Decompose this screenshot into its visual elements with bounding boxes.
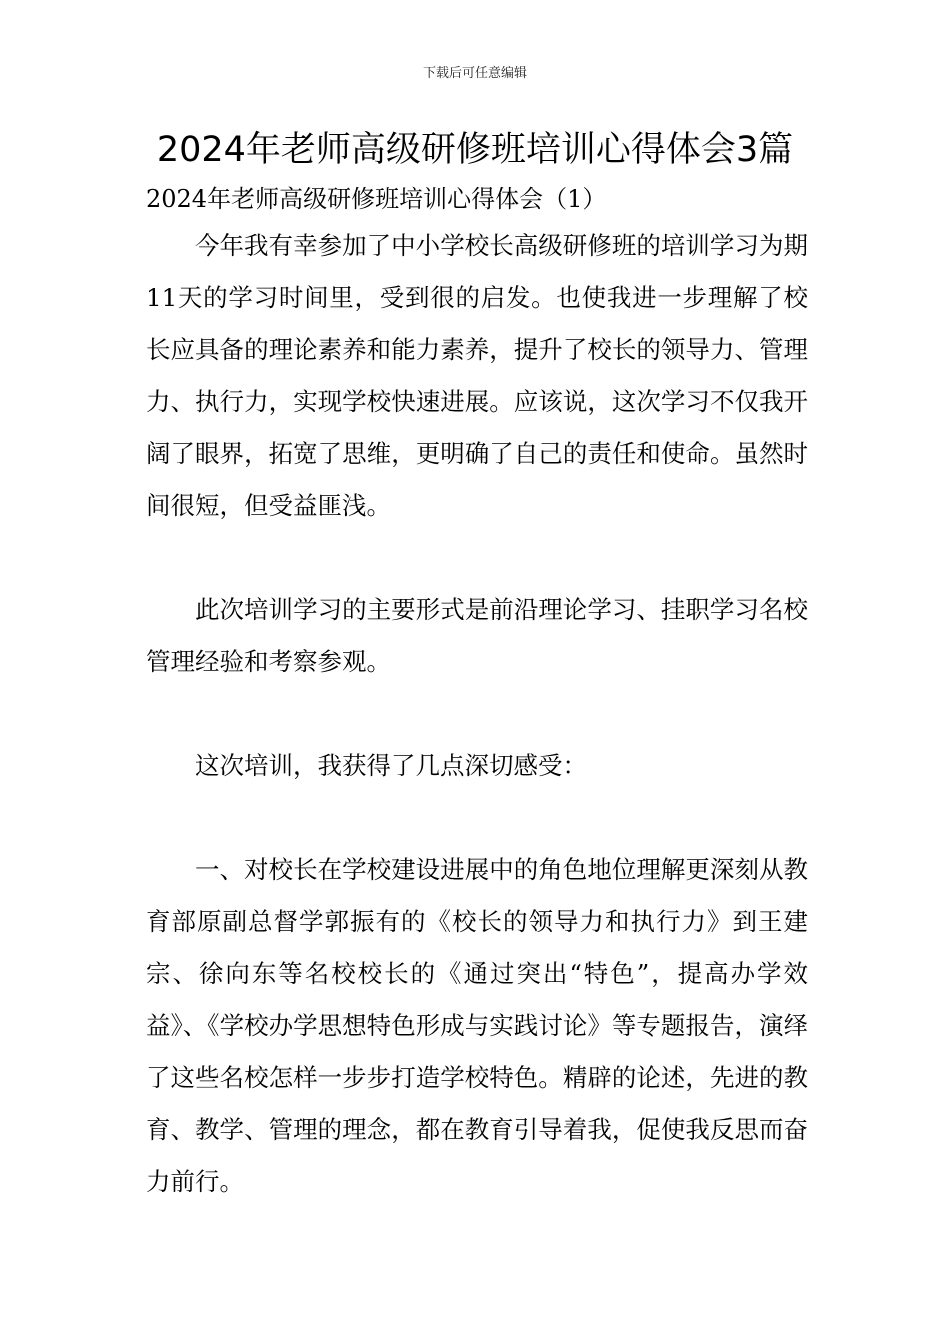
paragraph-training-form: 此次培训学习的主要形式是前沿理论学习、挂职学习名校管理经验和考察参观。 — [146, 595, 808, 676]
paragraph-gap — [146, 792, 808, 844]
document-title: 2024年老师高级研修班培训心得体会3篇 — [156, 130, 794, 170]
paragraph-feelings: 这次培训，我获得了几点深切感受： — [195, 751, 587, 780]
header-note: 下载后可任意编辑 — [422, 66, 527, 81]
document-body — [146, 178, 808, 1208]
paragraph-intro: 今年我有幸参加了中小学校长高级研修班的培训学习为期11天的学习时间里，受到很的启发。也使我进一步理解了校长应具备的理论素养和能力素养，提升了校长的领导力、管理力、执行力，实现学校快速进展。应该说，这次学习不仅我开阔了眼界，拓宽了思维，更明确了自己的责任和使命。虽然时间很短，但受益匪浅。 — [146, 231, 808, 520]
paragraph-point-one: 一、对校长在学校建设进展中的角色地位理解更深刻从教育部原副总督学郭振有的《校长的领导力和执行力》到王建宗、徐向东等名校校长的《通过突出“特色”，提高办学效益》、《学校办学思想特色形成与实践讨论》等专题报告，演绎了这些名校怎样一步步打造学校特色。精辟的论述，先进的教育、教学、管理的理念，都在教育引导着我，促使我反思而奋力前行。 — [146, 855, 808, 1196]
section-subtitle: 2024年老师高级研修班培训心得体会（1） — [146, 185, 607, 213]
paragraph-gap — [146, 688, 808, 740]
paragraph-gap — [146, 532, 808, 584]
